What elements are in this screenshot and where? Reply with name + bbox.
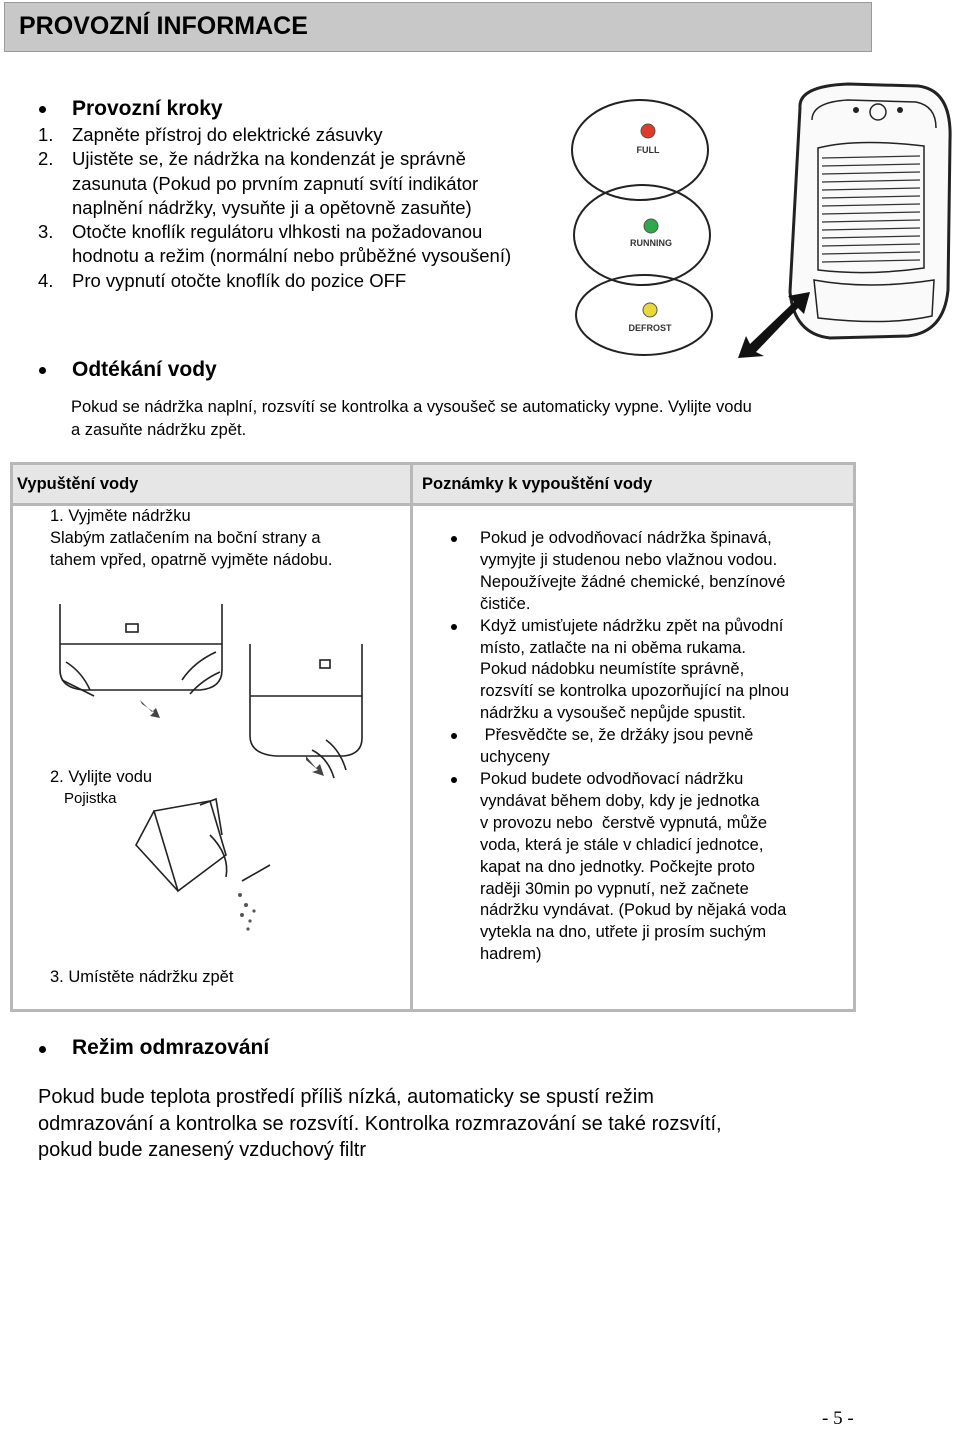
bullet-icon xyxy=(451,777,457,783)
bullet-icon xyxy=(39,106,46,113)
step-item xyxy=(38,220,578,269)
control-light-icon xyxy=(897,107,903,113)
full-indicator-label: FULL xyxy=(636,145,660,155)
tank-removal-illustration xyxy=(50,600,380,790)
page-header xyxy=(4,2,872,52)
pull-direction-arrow-icon xyxy=(738,292,810,358)
bullet-icon xyxy=(451,733,457,739)
table-header-right: Poznámky k vypouštění vody xyxy=(422,475,653,493)
step-item xyxy=(38,123,578,147)
running-light-icon xyxy=(644,219,658,233)
defrost-light-icon xyxy=(643,303,657,317)
indicator-lights-illustration xyxy=(568,92,728,357)
step-item xyxy=(38,147,578,220)
step-number: 3. xyxy=(38,221,54,243)
operation-steps xyxy=(38,123,578,293)
step-item xyxy=(38,269,578,293)
safety-latch-label: Pojistka xyxy=(64,790,117,807)
tank-body-outline xyxy=(60,604,222,690)
full-light-icon xyxy=(641,124,655,138)
step-text: Otočte knoflík regulátoru vlhkosti na požadovanou xyxy=(72,221,483,243)
step-text: Ujistěte se, že nádržka na kondenzát je správně xyxy=(72,148,466,170)
indicator-panel-outline xyxy=(576,275,712,355)
right-hand-icon xyxy=(182,652,220,694)
note-line: Nepoužívejte žádné chemické, benzínové xyxy=(480,572,786,591)
tank-body-outline xyxy=(250,644,362,756)
note-line: Pokud nádobku neumístíte správně, xyxy=(480,660,745,679)
note-item xyxy=(445,616,845,726)
left-hand-icon xyxy=(62,662,94,696)
operation-heading: Provozní kroky xyxy=(72,97,223,120)
step1-block xyxy=(50,506,333,571)
step-text: hodnotu a režim (normální nebo průběžné vysoušení) xyxy=(72,245,512,267)
page-title: PROVOZNÍ INFORMACE xyxy=(19,12,308,40)
note-line: rozsvítí se kontrolka upozorňující na plnou xyxy=(480,682,790,701)
running-indicator-label: RUNNING xyxy=(630,238,672,248)
note-line: hadrem) xyxy=(480,945,542,964)
note-line: nádržku a vysoušeč nepůjde spustit. xyxy=(480,704,746,723)
defrost-line: odmrazování a kontrolka se rozsvítí. Kontrolka rozmrazování se také rozsvítí, xyxy=(38,1112,722,1135)
note-line: vyndávat během doby, kdy je jednotka xyxy=(480,791,760,810)
bullet-icon xyxy=(451,536,457,542)
pointer-line xyxy=(242,865,270,881)
step-text: Zapněte přístroj do elektrické zásuvky xyxy=(72,124,383,145)
note-line: nádržku vyndávat. (Pokud by nějaká voda xyxy=(480,901,787,920)
bullet-icon xyxy=(451,624,457,630)
step1-line: Slabým zatlačením na boční strany a xyxy=(50,528,321,547)
note-line: místo, zatlačte na ni oběma rukama. xyxy=(480,638,746,657)
note-line: čističe. xyxy=(480,594,531,613)
tank-handle-icon xyxy=(126,624,138,632)
tank-handle-icon xyxy=(320,660,330,668)
defrost-indicator-label: DEFROST xyxy=(628,323,672,333)
device-body-outline xyxy=(790,84,950,338)
drain-description xyxy=(71,396,871,441)
drain-line: Pokud se nádržka naplní, rozsvítí se kontrolka a vysoušeč se automaticky vypne. Vylijte vodu xyxy=(71,398,752,416)
note-line: Pokud je odvodňovací nádržka špinavá, xyxy=(480,529,772,547)
note-item xyxy=(445,725,845,769)
hand-icon xyxy=(210,835,227,877)
dehumidifier-illustration xyxy=(738,80,960,362)
defrost-heading: Režim odmrazování xyxy=(72,1036,270,1059)
step3-text: 3. Umístěte nádržku zpět xyxy=(50,968,234,986)
note-line: Přesvědčte se, že držáky jsou pevně xyxy=(480,726,754,745)
note-item xyxy=(445,769,845,966)
pull-arrow-icon xyxy=(306,756,324,776)
control-light-icon xyxy=(853,107,859,113)
water-drops-icon xyxy=(238,893,256,931)
pouring-water-illustration xyxy=(130,795,290,935)
step1-line: 1. Vyjměte nádržku xyxy=(50,507,191,525)
note-line: kapat na dno jednotky. Počkejte proto xyxy=(480,857,755,876)
step-number: 4. xyxy=(38,269,54,291)
table-divider xyxy=(410,465,413,1009)
step-text: zasunuta (Pokud po prvním zapnutí svítí indikátor xyxy=(72,172,479,194)
bullet-icon xyxy=(39,1046,46,1053)
page-number: - 5 - xyxy=(822,1408,854,1429)
notes-list xyxy=(445,528,845,966)
note-item xyxy=(445,528,845,616)
note-line: Pokud budete odvodňovací nádržku xyxy=(480,769,744,788)
step-number: 1. xyxy=(38,124,54,145)
note-line: vytekla na dno, utřete ji prosím suchým xyxy=(480,923,767,942)
step1-line: tahem vpřed, opatrně vyjměte nádobu. xyxy=(50,550,333,569)
defrost-description xyxy=(38,1084,918,1164)
note-line: raději 30min po vypnutí, než začnete xyxy=(480,879,749,898)
step-number: 2. xyxy=(38,148,54,170)
note-line: v provozu nebo čerstvě vypnutá, může xyxy=(480,813,768,832)
step2-text: 2. Vylijte vodu xyxy=(50,768,153,786)
table-header-left: Vypuštění vody xyxy=(17,475,139,493)
step-text: naplnění nádržky, vysuňte ji a opětovně zasuňte) xyxy=(72,196,472,218)
defrost-line: pokud bude zanesený vzduchový filtr xyxy=(38,1139,366,1161)
drain-line: a zasuňte nádržku zpět. xyxy=(71,420,247,439)
defrost-line: Pokud bude teplota prostředí příliš nízká, automaticky se spustí režim xyxy=(38,1086,654,1108)
note-line: Když umisťujete nádržku zpět na původní xyxy=(480,616,784,635)
pull-arrow-icon xyxy=(140,700,160,718)
bullet-icon xyxy=(39,367,46,374)
drain-heading: Odtékání vody xyxy=(72,358,217,381)
note-line: vymyjte ji studenou nebo vlažnou vodou. xyxy=(480,550,778,569)
note-line: voda, která je stále v chladicí jednotce, xyxy=(480,835,764,854)
note-line: uchyceny xyxy=(480,748,550,767)
step-text: Pro vypnutí otočte knoflík do pozice OFF xyxy=(72,269,407,291)
